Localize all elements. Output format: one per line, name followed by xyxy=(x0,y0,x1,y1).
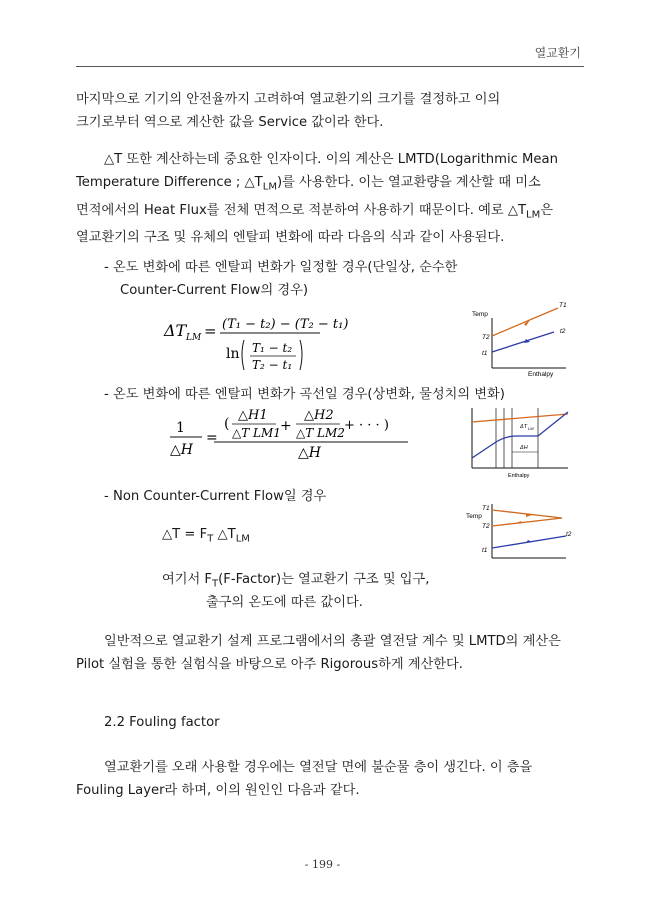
term1-num: △H1 xyxy=(238,408,268,423)
term2-num: △H2 xyxy=(304,408,334,423)
formula2-plus: + xyxy=(280,418,292,434)
label3-t1: t1 xyxy=(482,547,488,554)
dTlm-sub: LM xyxy=(528,426,534,431)
cold-stream-curve xyxy=(472,412,568,458)
page-number: - 199 - xyxy=(304,858,341,871)
paragraph-1 xyxy=(76,88,586,134)
svg-text:=: = xyxy=(204,322,217,340)
hot-stream-b xyxy=(492,518,562,526)
graph-ylabel: Temp xyxy=(472,311,488,318)
graph2-xlabel: Enthalpy xyxy=(508,473,530,479)
case3-formula: △T = $F_T$ $\triangle T_{LM}$ xyxy=(162,527,250,545)
paragraph-line: 열교환기의 구조 및 유체의 엔탈피 변화에 따라 다음의 식과 같이 사용된다. xyxy=(76,230,505,246)
dTlm-label: ΔT xyxy=(520,424,528,430)
lmtd-formula xyxy=(160,306,349,378)
paragraph-4 xyxy=(76,756,586,802)
label-t2: t2 xyxy=(560,328,566,335)
formula2-open: ( xyxy=(224,416,230,432)
formula2-dots: + · · · ) xyxy=(344,418,389,433)
term2-den: △T LM2 xyxy=(296,426,345,440)
case3-note-2: 출구의 온도에 따른 값이다. xyxy=(206,595,363,610)
formula2-lhs-den: △H xyxy=(170,442,193,458)
term1-den: △T LM1 xyxy=(232,426,281,440)
graph3-ylabel: Temp xyxy=(466,513,482,520)
header-divider xyxy=(76,66,584,67)
formula-lhs-sub: LM xyxy=(186,333,202,343)
non-counter-current-graph xyxy=(466,498,576,562)
label3-T2: T2 xyxy=(482,523,490,530)
formula-inner-den: T₂ − t₁ xyxy=(252,358,293,372)
paragraph-line: 크기로부터 역으로 계산한 값을 Service 값이라 한다. xyxy=(76,115,384,130)
case2-line1: - 온도 변화에 따른 엔탈피 변화가 곡선일 경우(상변화, 물성치의 변화) xyxy=(104,387,505,402)
formula-lhs: ΔT xyxy=(164,321,187,340)
paragraph-line: 면적에서의 Heat Flux를 전체 면적으로 적분하여 사용하기 때문이다. 예로 $\triangle T_{LM}$은 xyxy=(76,202,553,221)
curved-graph xyxy=(468,402,572,482)
header-title: 열교환기 xyxy=(534,46,581,60)
paragraph-2 xyxy=(76,148,586,249)
case1-line1: - 온도 변화에 따른 엔탈피 변화가 일정할 경우(단일상, 순수한 xyxy=(104,260,458,275)
cold-stream-line xyxy=(492,332,554,352)
label3-T1: T1 xyxy=(482,505,490,512)
hot-stream-curve xyxy=(472,414,568,422)
curved-lmtd-formula xyxy=(168,402,418,462)
paragraph-line: Temperature Difference ; $\triangle T_{LM}$)를 사용한다. 이는 열교환량을 계산할 때 미소 xyxy=(76,175,541,193)
counter-current-graph xyxy=(466,298,576,378)
graph-xlabel: Enthalpy xyxy=(528,371,554,378)
case3-line1: - Non Counter-Current Flow일 경우 xyxy=(104,489,327,504)
section-heading: 2.2 Fouling factor xyxy=(104,715,220,730)
formula-ln: ln xyxy=(226,346,240,362)
paragraph-line: Pilot 실험을 통한 실험식을 바탕으로 아주 Rigorous하게 계산한다. xyxy=(76,657,463,672)
formula2-den: △H xyxy=(298,445,321,461)
paragraph-line: 일반적으로 열교환기 설계 프로그램에서의 총괄 열전달 계수 및 LMTD의 계산은 xyxy=(104,634,561,649)
formula-numerator: (T₁ − t₂) − (T₂ − t₁) xyxy=(222,317,349,332)
svg-text:=: = xyxy=(206,430,218,446)
case3-note-1: 여기서 $F_T(F-Factor)$는 열교환기 구조 및 입구, xyxy=(162,572,430,590)
paragraph-3 xyxy=(76,630,586,676)
label-T1: T1 xyxy=(559,302,567,309)
case1-line2: Counter-Current Flow의 경우) xyxy=(120,283,308,298)
dH-label: ΔH xyxy=(520,445,528,451)
paragraph-line: 열교환기를 오래 사용할 경우에는 열전달 면에 불순물 층이 생긴다. 이 층을 xyxy=(104,760,533,775)
label-t1: t1 xyxy=(482,350,488,357)
formula-inner-num: T₁ − t₂ xyxy=(252,341,293,355)
label-T2: T2 xyxy=(482,334,490,341)
label3-t2: t2 xyxy=(566,531,572,538)
paragraph-line: Fouling Layer라 하며, 이의 원인인 다음과 같다. xyxy=(76,783,360,798)
paragraph-line: △T 또한 계산하는데 중요한 인자이다. 이의 계산은 LMTD(Logarithmic Mean xyxy=(104,152,558,167)
hot-stream-a xyxy=(492,510,562,518)
paragraph-line: 마지막으로 기기의 안전율까지 고려하여 열교환기의 크기를 결정하고 이의 xyxy=(76,92,501,107)
hot-stream-line xyxy=(492,308,558,336)
formula2-lhs-num: 1 xyxy=(176,420,185,436)
